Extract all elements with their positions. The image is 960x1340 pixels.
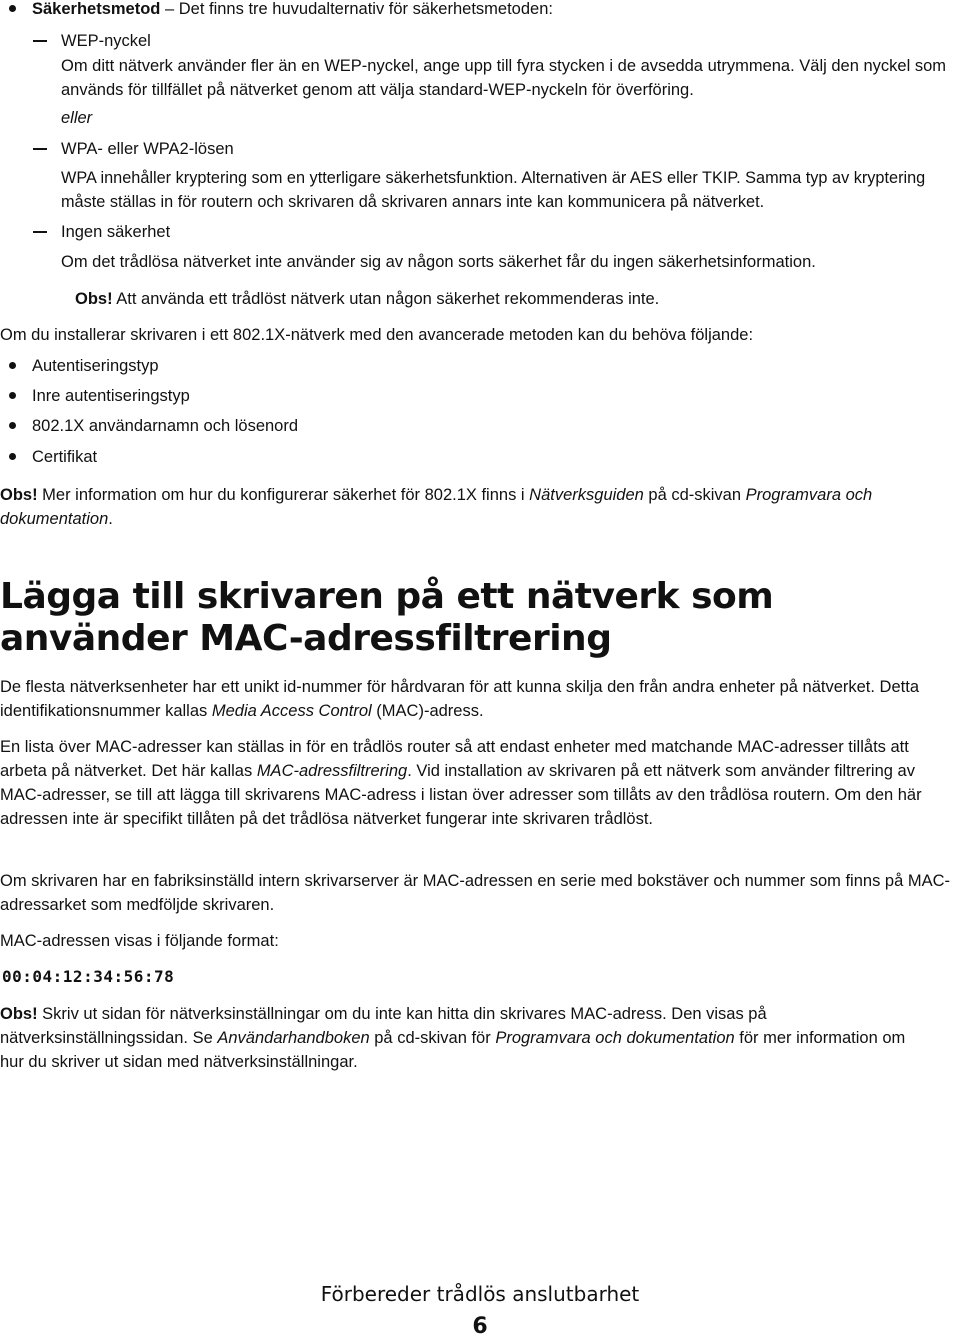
security-method-item: Säkerhetsmetod – Det finns tre huvudalternativ för säkerhetsmetoden: xyxy=(0,0,960,21)
obs-label: Obs! xyxy=(75,290,113,308)
wep-body: Om ditt nätverk använder fler än en WEP-nyckel, ange upp till fyra stycken i de avsedda utrymmena. Välj den nyckel som används för tillfället på nätverket genom att välja standard-WEP-nyckeln för överföring. xyxy=(61,57,946,99)
no-security-title: Ingen säkerhet xyxy=(0,220,960,244)
eap-item: Inre autentiseringstyp xyxy=(0,384,932,408)
security-method-intro: Det finns tre huvudalternativ för säkerhetsmetoden: xyxy=(178,0,553,18)
eap-note: Obs! Mer information om hur du konfigurerar säkerhet för 802.1X finns i Nätverksguiden på cd-skivan Programvara och dokumentation. xyxy=(0,486,873,528)
wpa-body: WPA innehåller kryptering som en ytterligare säkerhetsfunktion. Alternativen är AES eller TKIP. Samma typ av kryptering måste ställas in för routern och skrivaren då skrivaren annars inte kan kommunicera på nätverket. xyxy=(61,169,926,211)
mac-paragraph-3: Om skrivaren har en fabriksinställd intern skrivarserver är MAC-adressen en serie med bokstäver och nummer som finns på MAC-adressarket som medföljde skrivaren. xyxy=(0,872,950,914)
mac-note: Obs! Skriv ut sidan för nätverksinställningar om du inte kan hitta din skrivares MAC-adress. Den visas på nätverksinställningssidan. Se Användarhandboken på cd-skivan för Programvara och dokumentation för mer information om hur du skriver ut sidan med nätverksinställningar. xyxy=(0,1005,906,1071)
security-method-title: Säkerhetsmetod xyxy=(32,0,161,18)
eap-intro: Om du installerar skrivaren i ett 802.1X-nätverk med den avancerade metoden kan du behöva följande: xyxy=(0,326,754,344)
security-note: Obs! Att använda ett trådlöst nätverk utan någon säkerhet rekommenderas inte. xyxy=(75,290,660,308)
wpa-title: WPA- eller WPA2-lösen xyxy=(0,137,960,161)
obs-label: Obs! xyxy=(0,1005,38,1023)
or-word: eller xyxy=(61,109,93,127)
eap-item: Autentiseringstyp xyxy=(0,354,932,378)
obs-label: Obs! xyxy=(0,486,38,504)
eap-item: 802.1X användarnamn och lösenord xyxy=(0,414,932,438)
eap-item: Certifikat xyxy=(0,445,932,469)
mac-paragraph-4: MAC-adressen visas i följande format: xyxy=(0,932,279,950)
wep-title: WEP-nyckel xyxy=(0,29,960,53)
footer-title: Förbereder trådlös anslutbarhet xyxy=(320,1282,640,1306)
no-security-body: Om det trådlösa nätverket inte använder sig av någon sorts säkerhet får du ingen säkerhetsinformation. xyxy=(61,253,816,271)
mac-paragraph-1: De flesta nätverksenheter har ett unikt id-nummer för hårdvaran för att kunna skilja den från andra enheter på nätverket. Detta identifikationsnummer kallas Media Access Control (MAC)-adress. xyxy=(0,678,919,720)
page-number: 6 xyxy=(472,1314,488,1339)
mac-paragraph-2: En lista över MAC-adresser kan ställas in för en trådlös router så att endast enheter med matchande MAC-adresser tillåts att arbeta på nätverket. Det här kallas MAC-adressfiltrering. Vid installation av skrivaren på ett nätverk som använder filtrering av MAC-adresser, se till att lägga till skrivarens MAC-adress i listan över adresser som tillåts av den trådlösa routern. Om den här adressen inte är specifikt tillåten på det trådlösa nätverket fungerar inte skrivaren trådlöst. xyxy=(0,738,922,828)
mac-example: 00:04:12:34:56:78 xyxy=(2,967,175,986)
section-heading: Lägga till skrivaren på ett nätverk som använder MAC-adressfiltrering xyxy=(0,576,774,659)
